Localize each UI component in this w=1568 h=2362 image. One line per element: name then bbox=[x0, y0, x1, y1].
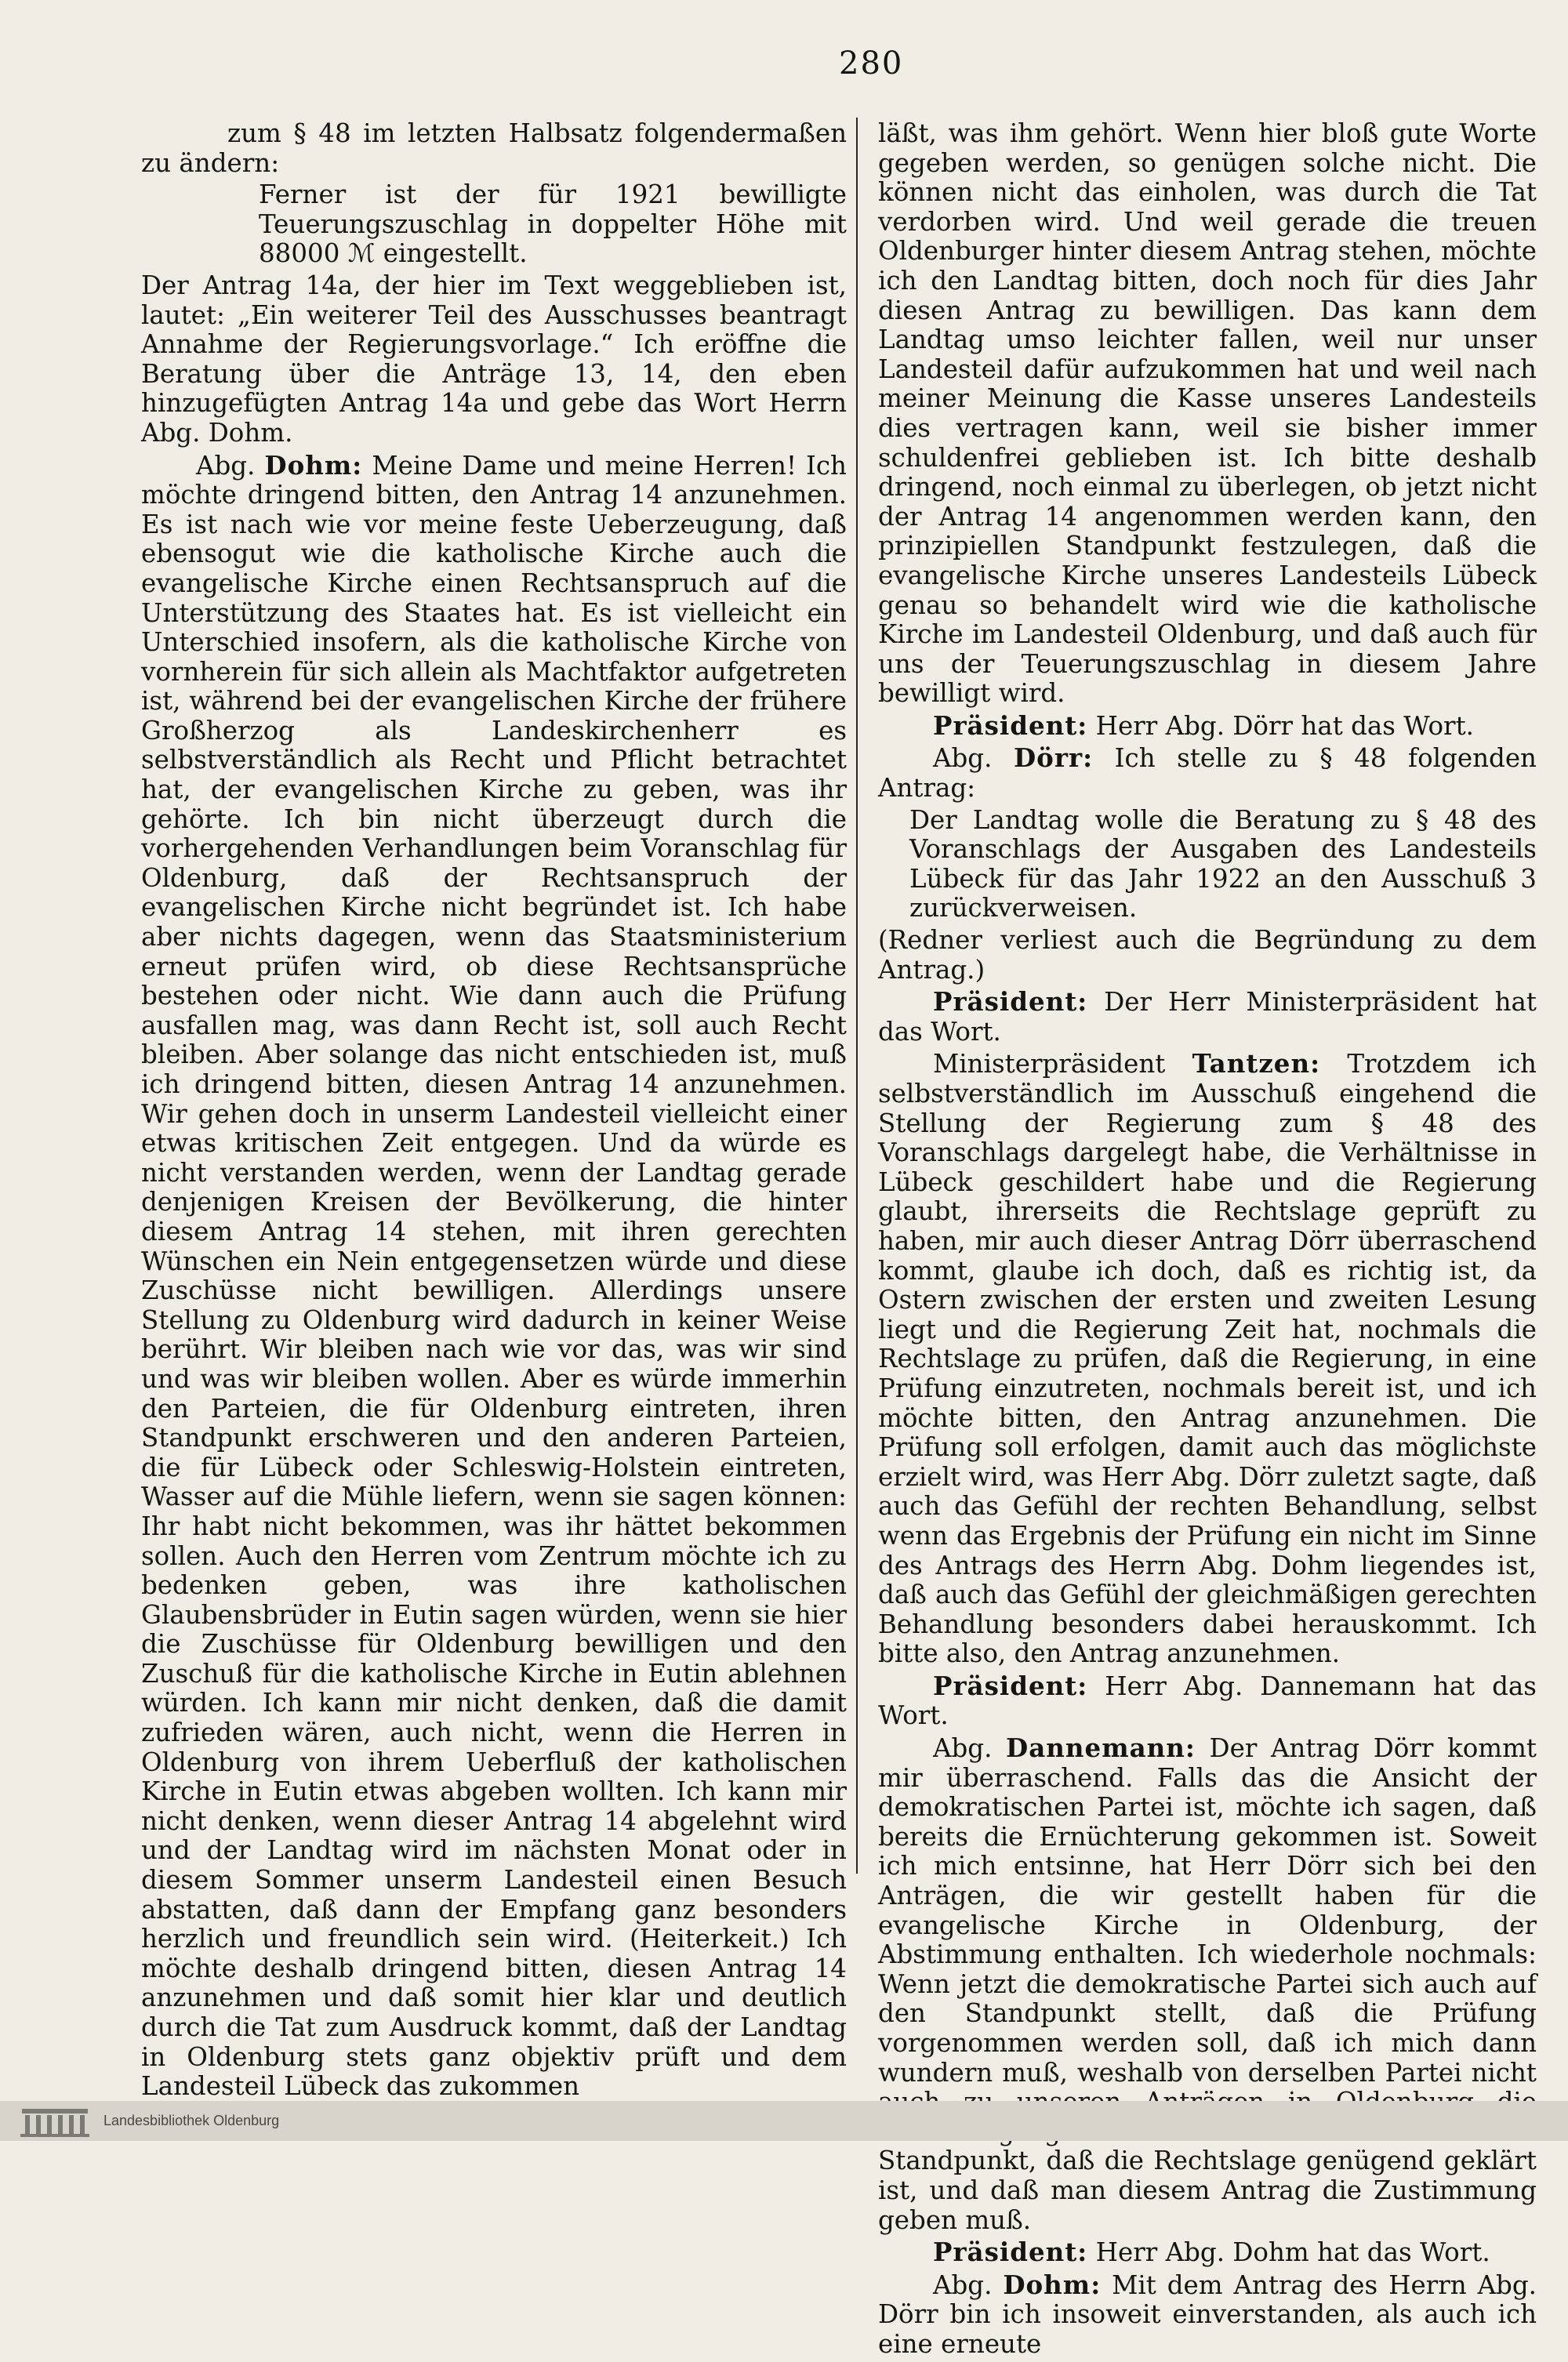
president-turn-3 bbox=[878, 1671, 1537, 1731]
speaker-prefix: Abg. bbox=[933, 1733, 993, 1764]
library-building-icon bbox=[16, 2106, 94, 2137]
speech-text: Trotzdem ich selbstverständlich im Ausschuß eingehend die Stellung der Regierung zum § 48 des Voranschlags dargelegt habe, die Verhältnisse in Lübeck geschildert habe und die Regierung glaubt, ihrerseits die Rechtslage geprüft zu haben, mir auch dieser Antrag Dörr überraschend kommt, glaube ich doch, daß es richtig ist, da Ostern zwischen der ersten und zweiten Lesung liegt und die Regierung Zeit hat, nochmals die Rechtslage zu prüfen, daß die Regierung, in eine Prüfung einzutreten, nochmals bereit ist, und ich möchte bitten, den Antrag anzunehmen. Die Prüfung soll erfolgen, damit auch das möglichste erzielt wird, was Herr Abg. Dörr zuletzt sagte, daß auch das Gefühl der rechten Behandlung, selbst wenn das Ergebnis der Prüfung ein nicht im Sinne des Antrags des Herrn Abg. Dohm liegendes ist, daß auch das Gefühl der gleichmäßigen gerechten Behandlung besonders dabei herauskommt. Ich bitte also, den Antrag anzunehmen. bbox=[878, 1049, 1537, 1669]
dannemann-speech bbox=[878, 1733, 1537, 2235]
speaker-prefix: Abg. bbox=[933, 743, 993, 774]
speaker-name-tantzen: Tantzen: bbox=[1192, 1048, 1321, 1079]
doerr-motion: Der Landtag wolle die Beratung zu § 48 des Voranschlags der Ausgaben des Landesteils Lübeck für das Jahr 1922 an den Ausschuß 3 zurückverweisen. bbox=[909, 804, 1537, 923]
president-text: Der Herr Ministerpräsident hat das Wort. bbox=[878, 987, 1537, 1047]
speaker-prefix: Ministerpräsident bbox=[933, 1049, 1166, 1079]
president-turn-2 bbox=[878, 987, 1537, 1047]
speaker-name-dannemann: Dannemann: bbox=[1006, 1732, 1196, 1764]
doerr-speech bbox=[878, 743, 1537, 803]
right-column bbox=[878, 119, 1537, 2362]
dohm-speech-continuation: läßt, was ihm gehört. Wenn hier bloß gute Worte gegeben werden, so genügen solche nicht. Die können nicht das einholen, was durch die Tat verdorben wird. Und weil gerade die treuen Oldenburger hinter diesem Antrag stehen, möchte ich den Landtag bitten, doch noch für dies Jahr diesen Antrag zu bewilligen. Das kann dem Landtag umso leichter fallen, weil nur unser Landesteil dafür aufzukommen hat und weil nach meiner Meinung die Kasse unseres Landesteils dies vertragen kann, weil sie bisher immer schuldenfrei geblieben ist. Ich bitte deshalb dringend, noch einmal zu überlegen, ob jetzt nicht der Antrag 14 angenommen werden kann, den prinzipiellen Standpunkt festzulegen, daß die evangelische Kirche unseres Landesteils Lübeck genau so behandelt wird wie die katholische Kirche im Landesteil Oldenburg, und daß auch für uns der Teuerungszuschlag in diesem Jahre bewilligt wird. bbox=[878, 118, 1537, 709]
dohm-speech bbox=[141, 451, 847, 2102]
quoted-amendment: Ferner ist der für 1921 bewilligte Teuerungszuschlag in doppelter Höhe mit 88000 ℳ eingestellt. bbox=[259, 180, 847, 269]
library-label: Landesbibliothek Oldenburg bbox=[103, 2113, 280, 2128]
speech-text: Der Antrag Dörr kommt mir überraschend. Falls das die Ansicht der demokratischen Partei ist, möchte ich sagen, daß bereits die Ernüchterung gekommen ist. Soweit ich mich entsinne, hat Herr Dörr sich bei den Anträgen, die wir gestellt haben für die evangelische Kirche in Oldenburg, der Abstimmung enthalten. Ich wiederhole nochmals: Wenn jetzt die demokratische Partei sich auch auf den Standpunkt stellt, daß die Prüfung vorgenommen werden soll, daß ich mich dann wundern muß, weshalb von derselben Partei nicht Standpunkt, daß die Rechtslage genügend geklärt ist, und daß man diesem Antrag die Zustimmung geben muß. bbox=[878, 1733, 1537, 2235]
president-text: Herr Abg. Dannemann hat das Wort. bbox=[878, 1671, 1537, 1731]
tantzen-speech bbox=[878, 1049, 1537, 1668]
president-label: Präsident: bbox=[933, 1670, 1088, 1701]
president-text: Herr Abg. Dohm hat das Wort. bbox=[1095, 2237, 1490, 2268]
president-turn-1 bbox=[878, 711, 1537, 742]
intro-line: zum § 48 im letzten Halbsatz folgendermaßen zu ändern: bbox=[141, 118, 847, 178]
speaker-name-dohm: Dohm: bbox=[1003, 2269, 1102, 2300]
speaker-name-dohm: Dohm: bbox=[264, 449, 363, 481]
president-turn-4 bbox=[878, 2237, 1537, 2268]
speaker-prefix: Abg. bbox=[196, 450, 256, 481]
president-label: Präsident: bbox=[933, 986, 1088, 1018]
footer-bar bbox=[0, 2101, 1568, 2141]
page-number: 280 bbox=[839, 45, 904, 82]
dohm-speech-2 bbox=[878, 2270, 1537, 2360]
speech-text: Mit dem Antrag des Herrn Abg. Dörr bin ich insoweit einverstanden, als auch ich eine erneute bbox=[878, 2269, 1537, 2359]
left-column bbox=[141, 119, 847, 2104]
doerr-note: (Redner verliest auch die Begründung zu dem Antrag.) bbox=[878, 925, 1537, 985]
speech-text: Meine Dame und meine Herren! Ich möchte dringend bitten, den Antrag 14 anzunehmen. Es ist nach wie vor meine feste Ueberzeugung, daß ebensogut wie die katholische Kirche auch die evangelische Kirche einen Rechtsanspruch auf die Unterstützung des Staates hat. Es ist vielleicht ein Unterschied insofern, als die katholische Kirche von vornherein für sich allein als Machtfaktor aufgetreten ist, während bei der evangelischen Kirche der frühere Großherzog als Landeskirchenherr es selbstverständlich als Recht und Pflicht betrachtet hat, der evangelischen Kirche zu geben, was ihr gehörte. Ich bin nicht überzeugt durch die vorhergehenden Verhandlungen beim Voranschlag für Oldenburg, daß der Rechtsanspruch der evangelischen Kirche nicht begründet ist. Ich habe aber nichts dagegen, wenn das Staatsministerium erneut prüfen wird, ob diese Rechtsansprüche bestehen oder nicht. Wie dann auch die Prüfung ausfallen mag, was dann Recht ist, soll auch Recht bleiben. Aber solange das nicht entschieden ist, muß ich dringend bitten, diesen Antrag 14 anzunehmen. Wir gehen doch in unserm Landesteil vielleicht einer etwas kritischen Zeit entgegen. Und da würde es nicht verstanden werden, wenn der Landtag gerade denjenigen Kreisen der Bevölkerung, die hinter diesem Antrag 14 stehen, mit ihren gerechten Wünschen ein Nein entgegensetzen würde und diese Zuschüsse nicht bewilligen. Allerdings unsere Stellung zu Oldenburg wird dadurch in keiner Weise berührt. Wir bleiben nach wie vor das, was wir sind und was wir bleiben wollen. Aber es würde immerhin den Parteien, die für Oldenburg eintreten, ihren Standpunkt erschweren und den anderen Parteien, die für Lübeck oder Schleswig-Holstein eintreten, Wasser auf die Mühle liefern, wenn sie sagen können: Ihr habt nicht bekommen, was ihr hättet bekommen sollen. Auch den Herren vom Zentrum möchte ich zu bedenken geben, was ihre katholischen Glaubensbrüder in Eutin sagen würden, wenn sie hier die Zuschüsse für Oldenburg bewilligen und den Zuschuß für die katholische Kirche in Eutin ablehnen würden. Ich kann mir nicht denken, daß die damit zufrieden wären, auch nicht, wenn die Herren in Oldenburg von ihrem Ueberfluß der katholischen Kirche in Eutin etwas abgeben wollten. Ich kann mir nicht denken, wenn dieser Antrag 14 abgelehnt wird und der Landtag wird im nächsten Monat oder in diesem Sommer unserm Landesteil einen Besuch abstatten, daß dann der Empfang ganz besonders herzlich und freundlich sein wird. (Heiterkeit.) Ich möchte deshalb dringend bitten, diesen Antrag 14 anzunehmen und daß somit hier klar und deutlich durch die Tat zum Ausdruck kommt, daß der Landtag in Oldenburg stets ganz objektiv prüft und dem Landesteil Lübeck das zukommen bbox=[141, 450, 847, 2102]
speech-text: Ich stelle zu § 48 folgenden Antrag: bbox=[878, 743, 1537, 804]
speaker-prefix: Abg. bbox=[933, 2269, 993, 2300]
speaker-name-doerr: Dörr: bbox=[1013, 742, 1094, 774]
antrag-14a-paragraph: Der Antrag 14a, der hier im Text weggeblieben ist, lautet: „Ein weiterer Teil des Ausschusses beantragt Annahme der Regierungsvorlage.“ Ich eröffne die Beratung über die Anträge 13, 14, den eben hinzugefügten Antrag 14a und gebe das Wort Herrn Abg. Dohm. bbox=[141, 270, 847, 448]
president-label: Präsident: bbox=[933, 709, 1088, 741]
president-text: Herr Abg. Dörr hat das Wort. bbox=[1095, 710, 1474, 741]
president-label: Präsident: bbox=[933, 2237, 1088, 2268]
column-divider bbox=[856, 118, 858, 1874]
